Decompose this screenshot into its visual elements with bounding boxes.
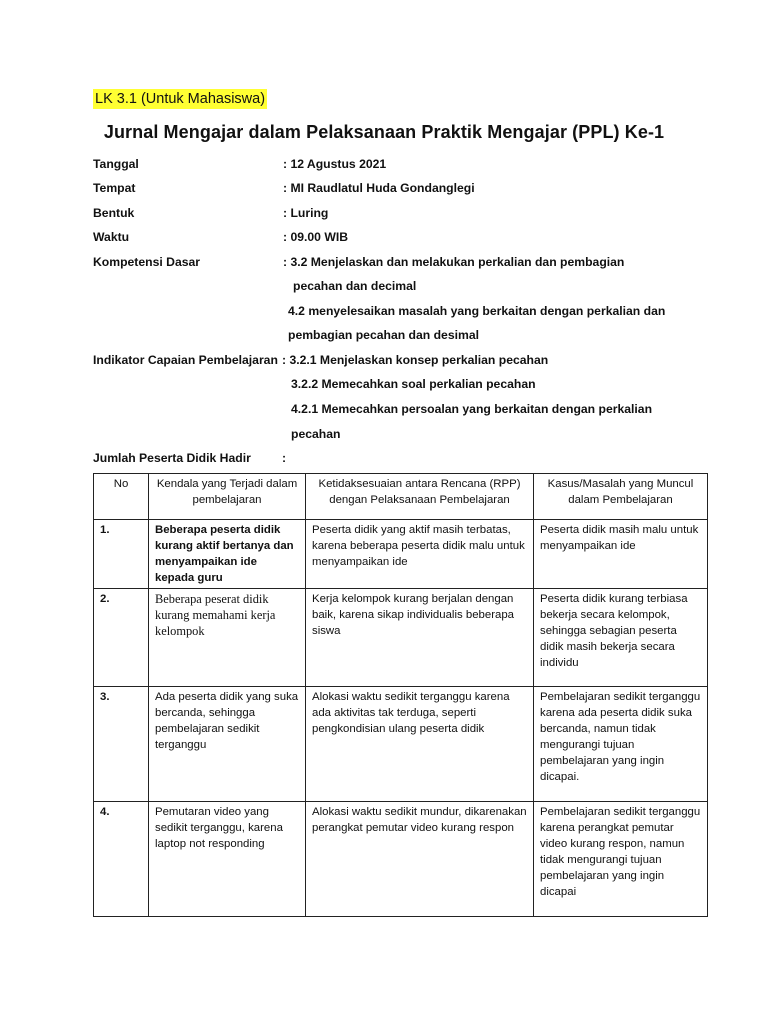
bentuk-value: : Luring: [283, 206, 329, 220]
waktu-label: Waktu: [93, 230, 130, 244]
table-row: [94, 687, 708, 802]
indikator-line: pecahan: [291, 427, 341, 441]
indikator-line: 3.2.2 Memecahkan soal perkalian pecahan: [291, 377, 536, 391]
page-title: Jurnal Mengajar dalam Pelaksanaan Praktik Mengajar (PPL) Ke-1: [103, 122, 665, 142]
lk-label: LK 3.1 (Untuk Mahasiswa): [95, 91, 266, 107]
waktu-value: : 09.00 WIB: [283, 230, 349, 244]
table-row: [94, 589, 708, 687]
kompetensi-dasar-line: pecahan dan decimal: [293, 279, 417, 293]
cell-ketidaksesuaian: Peserta didik yang aktif masih terbatas, karena beberapa peserta didik malu untuk menyampaikan ide: [306, 520, 534, 589]
kompetensi-dasar-label: Kompetensi Dasar: [93, 255, 201, 269]
cell-no: 4.: [94, 802, 149, 917]
tanggal-label: Tanggal: [93, 157, 139, 171]
header-kendala: Kendala yang Terjadi dalam pembelajaran: [149, 474, 306, 520]
cell-no: 3.: [94, 687, 149, 802]
jumlah-peserta-value: :: [282, 451, 287, 465]
cell-ketidaksesuaian: Kerja kelompok kurang berjalan dengan baik, karena sikap individualis beberapa siswa: [306, 589, 534, 687]
cell-kasus: Pembelajaran sedikit terganggu karena ada peserta didik suka bercanda, namun tidak mengurangi tujuan pembelajaran yang ingin dicapai.: [534, 687, 708, 802]
tempat-label: Tempat: [93, 181, 136, 195]
cell-no: 1.: [94, 520, 149, 589]
cell-ketidaksesuaian: Alokasi waktu sedikit mundur, dikarenakan perangkat pemutar video kurang respon: [306, 802, 534, 917]
header-no: No: [94, 474, 149, 520]
tanggal-value: : 12 Agustus 2021: [283, 157, 387, 171]
jurnal-table: [93, 473, 708, 917]
table-row: [94, 802, 708, 917]
indikator-label: Indikator Capaian Pembelajaran: [93, 353, 278, 367]
indikator-line: 4.2.1 Memecahkan persoalan yang berkaitan dengan perkalian: [291, 402, 653, 416]
indikator-line: : 3.2.1 Menjelaskan konsep perkalian pecahan: [282, 353, 549, 367]
tempat-value: : MI Raudlatul Huda Gondanglegi: [283, 181, 475, 195]
cell-kendala: Beberapa peserat didik kurang memahami kerja kelompok: [149, 589, 306, 687]
kompetensi-dasar-line: 4.2 menyelesaikan masalah yang berkaitan dengan perkalian dan: [288, 304, 666, 318]
cell-kendala: Beberapa peserta didik kurang aktif bertanya dan menyampaikan ide kepada guru: [149, 520, 306, 589]
bentuk-label: Bentuk: [93, 206, 135, 220]
cell-kasus: Peserta didik kurang terbiasa bekerja secara kelompok, sehingga sebagian peserta didik masih bekerja secara individu: [534, 589, 708, 687]
table-header-row: [94, 474, 708, 520]
jumlah-peserta-label: Jumlah Peserta Didik Hadir: [93, 451, 251, 465]
cell-kendala: Pemutaran video yang sedikit terganggu, karena laptop not responding: [149, 802, 306, 917]
cell-no: 2.: [94, 589, 149, 687]
kompetensi-dasar-line: : 3.2 Menjelaskan dan melakukan perkalian dan pembagian: [283, 255, 625, 269]
kompetensi-dasar-line: pembagian pecahan dan desimal: [288, 328, 479, 342]
header-ketidaksesuaian: Ketidaksesuaian antara Rencana (RPP) dengan Pelaksanaan Pembelajaran: [306, 474, 534, 520]
table-row: [94, 520, 708, 589]
cell-kasus: Peserta didik masih malu untuk menyampaikan ide: [534, 520, 708, 589]
cell-kendala: Ada peserta didik yang suka bercanda, sehingga pembelajaran sedikit terganggu: [149, 687, 306, 802]
header-kasus: Kasus/Masalah yang Muncul dalam Pembelajaran: [534, 474, 708, 520]
cell-ketidaksesuaian: Alokasi waktu sedikit terganggu karena ada aktivitas tak terduga, seperti pengkondisian ulang peserta didik: [306, 687, 534, 802]
cell-kasus: Pembelajaran sedikit terganggu karena perangkat pemutar video kurang respon, namun tidak mengurangi tujuan pembelajaran yang ingin dicapai: [534, 802, 708, 917]
